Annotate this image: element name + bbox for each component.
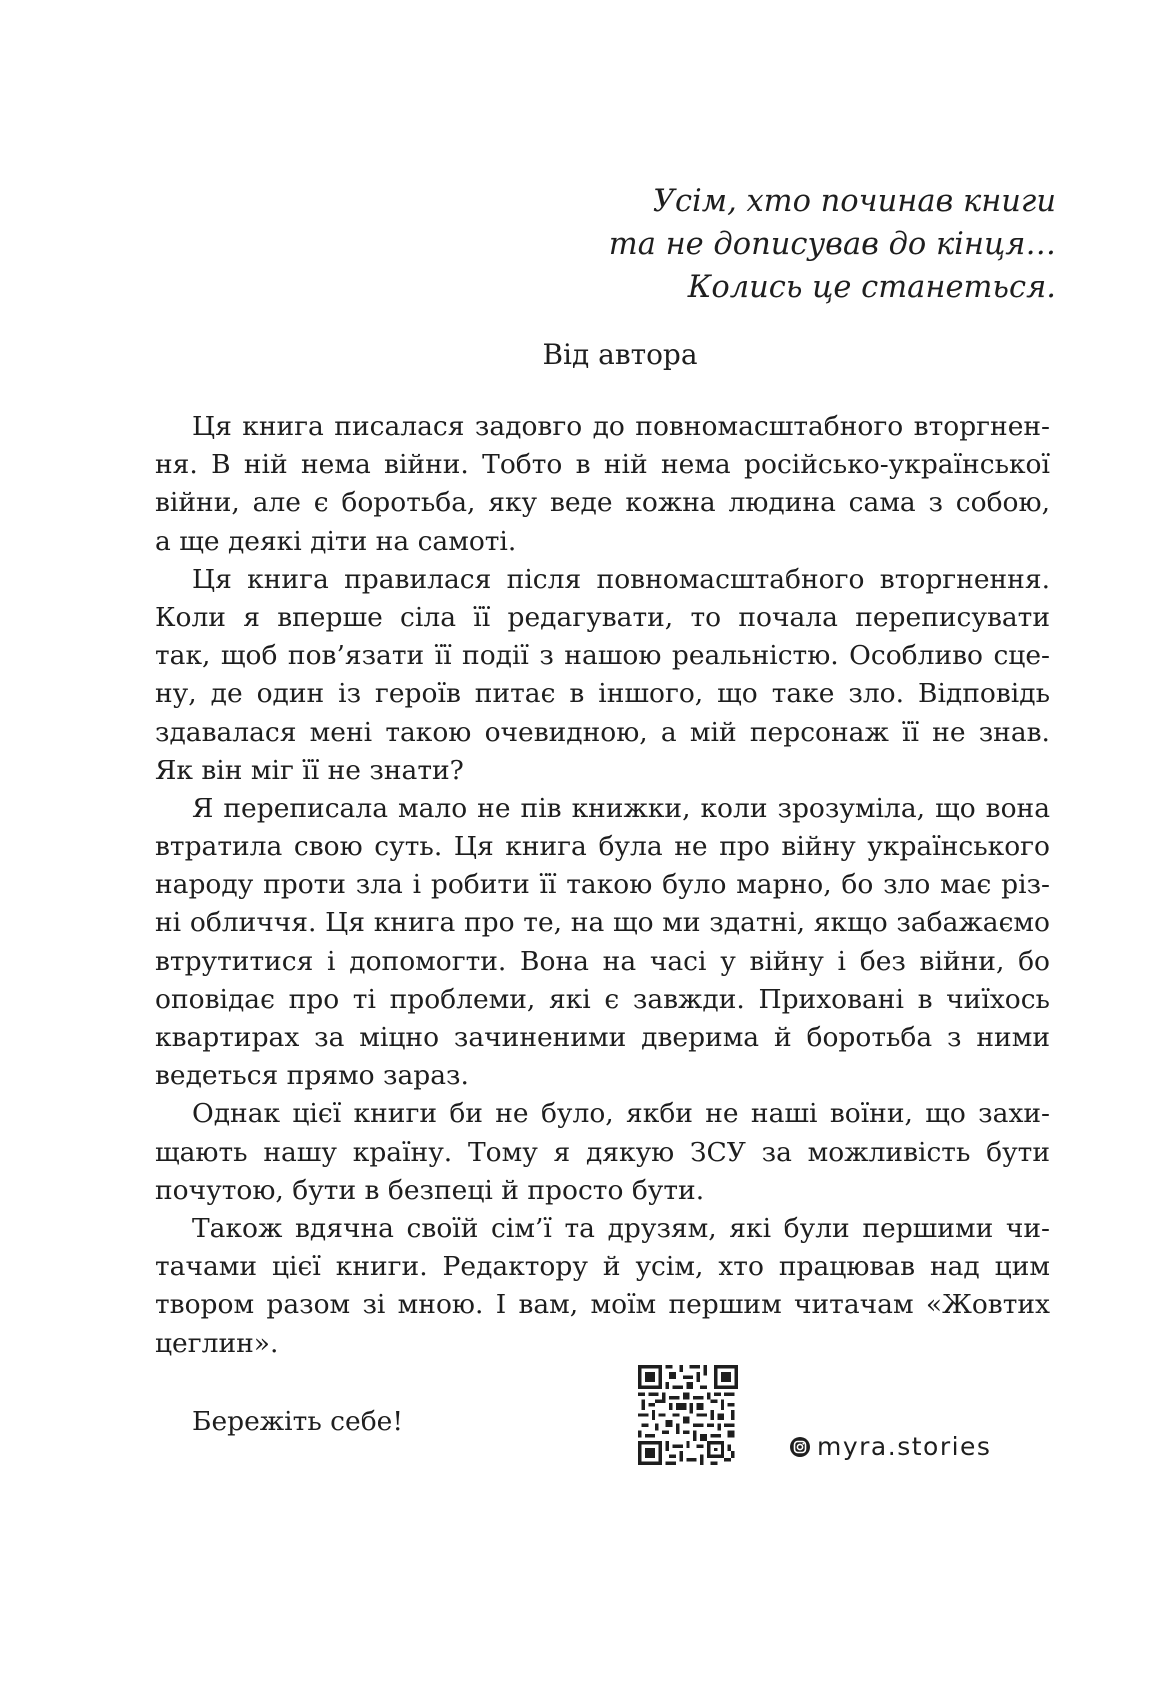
paragraph-line: цеглин». — [155, 1327, 279, 1359]
paragraph-line: Ця книга правилася після повномасштабного вторгнення. — [192, 563, 1050, 595]
paragraph-line: війни, але є боротьба, яку веде кожна людина сама з собою, — [155, 487, 1050, 519]
paragraph-line: Також вдячна своїй сім’ї та друзям, які були першими чи- — [192, 1212, 1050, 1244]
paragraph-line: народу проти зла і робити її такою було марно, бо зло має різ- — [155, 869, 1050, 901]
epigraph — [356, 180, 1056, 309]
paragraph-line: твором разом зі мною. І вам, моїм першим читачам «Жовтих — [155, 1289, 1050, 1321]
body-text — [155, 408, 1050, 1363]
paragraph-line: ведеться прямо зараз. — [155, 1060, 469, 1092]
paragraph-line: Однак цієї книги би не було, якби не наші воїни, що захи- — [192, 1098, 1050, 1130]
paragraph-line: почутою, бути в безпеці й просто бути. — [155, 1174, 705, 1206]
paragraph-line: оповідає про ті проблеми, які є завжди. Приховані в чиїхось — [155, 983, 1050, 1015]
paragraph-line: Я переписала мало не пів книжки, коли зрозуміла, що вона — [192, 792, 1050, 824]
paragraph-line: тачами цієї книги. Редактору й усім, хто працював над цим — [155, 1251, 1050, 1283]
social-handle — [790, 1432, 991, 1461]
paragraph-line: щають нашу країну. Тому я дякую ЗСУ за можливість бути — [155, 1136, 1050, 1168]
section-heading: Від автора — [542, 338, 698, 371]
paragraph-line: втратила свою суть. Ця книга була не про війну українського — [155, 831, 1050, 863]
epigraph-line: Колись це станеться. — [687, 270, 1056, 305]
qr-code — [638, 1365, 738, 1465]
instagram-icon — [790, 1437, 810, 1457]
paragraph-line: Як він міг її не знати? — [155, 754, 464, 786]
epigraph-line: Усім, хто починав книги — [652, 184, 1056, 219]
closing-line: Бережіть себе! — [192, 1406, 403, 1437]
epigraph-line: та не дописував до кінця… — [608, 227, 1056, 262]
paragraph-line: ну, де один із героїв питає в іншого, що таке зло. Відповідь — [155, 678, 1050, 710]
paragraph-line: ні обличчя. Ця книга про те, на що ми здатні, якщо забажаємо — [155, 907, 1050, 939]
paragraph-line: Коли я вперше сіла її редагувати, то почала переписувати — [155, 601, 1050, 633]
paragraph-line: а ще деякі діти на самоті. — [155, 525, 517, 557]
paragraph-line: здавалася мені такою очевидною, а мій персонаж її не знав. — [155, 716, 1050, 748]
paragraph-line: Ця книга писалася задовго до повномасштабного вторгнен- — [192, 411, 1050, 442]
paragraph-line: квартирах за міцно зачиненими дверима й боротьба з ними — [155, 1022, 1050, 1053]
paragraph-line: втрутитися і допомогти. Вона на часі у війну і без війни, бо — [155, 945, 1050, 977]
paragraph-line: ня. В ній нема війни. Тобто в ній нема російсько-української — [155, 449, 1050, 481]
paragraph-line: так, щоб пов’язати її події з нашою реальністю. Особливо сце- — [155, 640, 1050, 672]
instagram-handle: myra.stories — [817, 1432, 992, 1461]
